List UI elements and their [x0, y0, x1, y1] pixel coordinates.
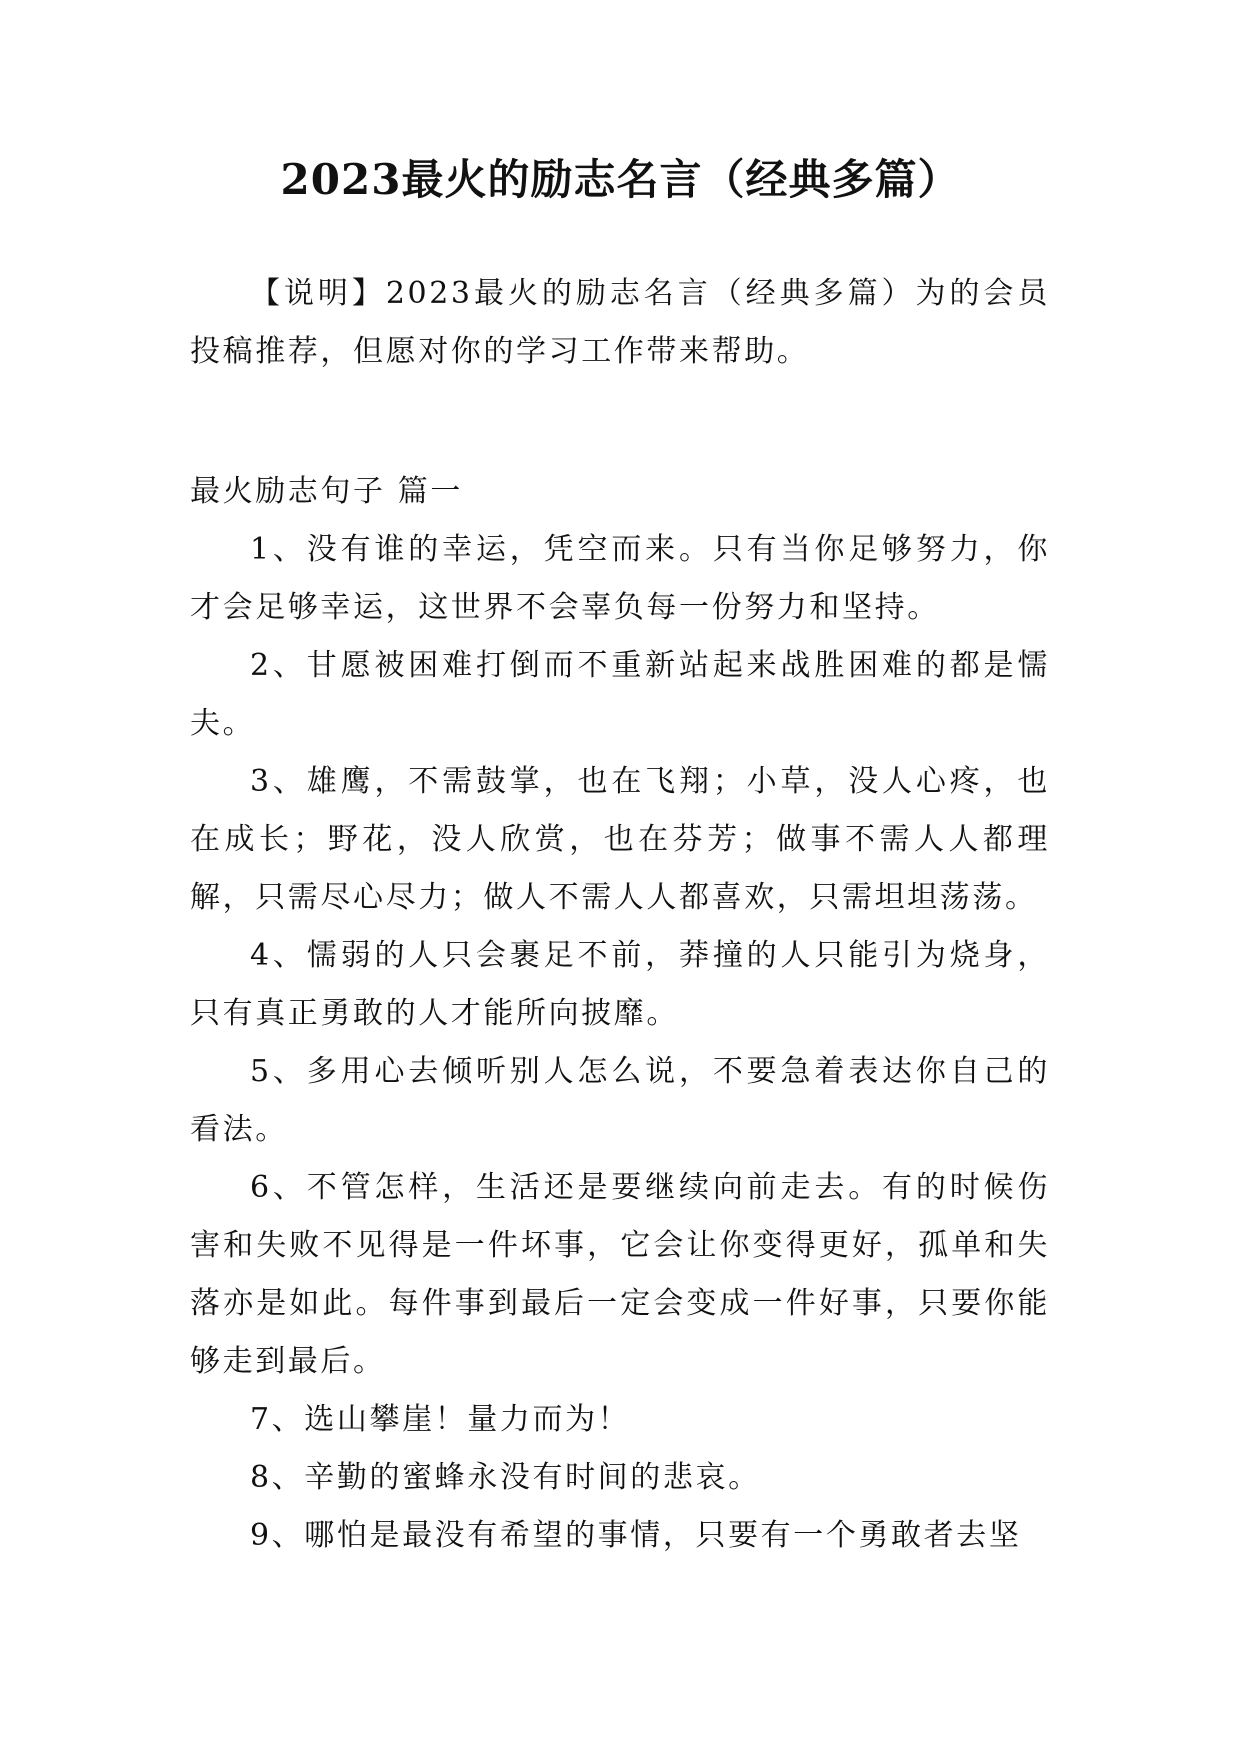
quote-item-8: 8、辛勤的蜜蜂永没有时间的悲哀。	[250, 1460, 761, 1495]
quote-item-2: 2、甘愿被困难打倒而不重新站起来战胜困难的都是懦夫。	[190, 648, 1050, 741]
quote-item-7: 7、选山攀崖！量力而为！	[250, 1402, 631, 1437]
quote-item-5: 5、多用心去倾听别人怎么说，不要急着表达你自己的看法。	[190, 1054, 1050, 1147]
quote-list	[190, 521, 1050, 1565]
quote-item-3: 3、雄鹰，不需鼓掌，也在飞翔；小草，没人心疼，也在成长；野花，没人欣赏，也在芬芳；做事不需人人都理解，只需尽心尽力；做人不需人人都喜欢，只需坦坦荡荡。	[190, 764, 1050, 915]
section-heading: 最火励志句子 篇一	[190, 474, 463, 509]
intro-paragraph: 【说明】2023最火的励志名言（经典多篇）为的会员投稿推荐，但愿对你的学习工作带来帮助。	[190, 276, 1050, 369]
quote-item-9: 9、哪怕是最没有希望的事情，只要有一个勇敢者去坚	[250, 1518, 1022, 1553]
quote-item-6: 6、不管怎样，生活还是要继续向前走去。有的时候伤害和失败不见得是一件坏事，它会让你变得更好，孤单和失落亦是如此。每件事到最后一定会变成一件好事，只要你能够走到最后。	[190, 1170, 1050, 1379]
document-title: 2023最火的励志名言（经典多篇）	[280, 155, 961, 204]
intro-block	[190, 265, 1050, 381]
quote-item-1: 1、没有谁的幸运，凭空而来。只有当你足够努力，你才会足够幸运，这世界不会辜负每一份努力和坚持。	[190, 532, 1050, 625]
quote-item-4: 4、懦弱的人只会裹足不前，莽撞的人只能引为烧身，只有真正勇敢的人才能所向披靡。	[190, 938, 1050, 1031]
